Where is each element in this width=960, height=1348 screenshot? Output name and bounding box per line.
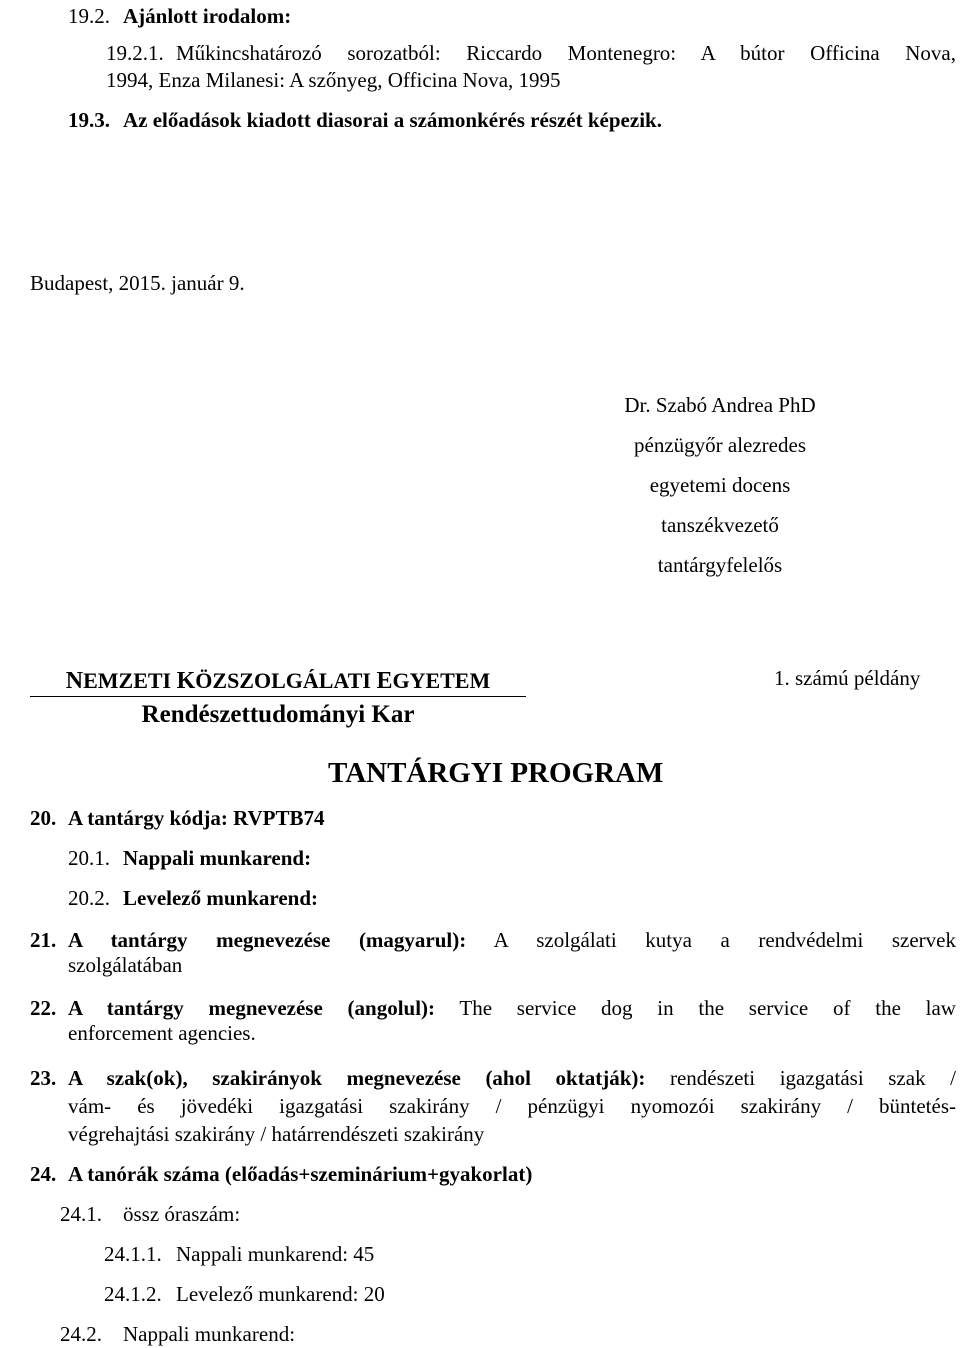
- item-number: 24.1.2.: [104, 1282, 162, 1306]
- item-24-1-1: [104, 1242, 374, 1267]
- item-number: 24.2.: [60, 1322, 102, 1346]
- uni-part-ozszolgalati: ÖZSZOLGÁLATI: [195, 668, 371, 693]
- item-number: 22.: [30, 996, 57, 1020]
- item-text: A tanórák száma (előadás+szeminárium+gyakorlat): [68, 1162, 533, 1186]
- item-label: A szak(ok), szakirányok megnevezése (ahol oktatják):: [68, 1066, 646, 1090]
- item-text: Nappali munkarend:: [123, 846, 312, 870]
- uni-initial-k: K: [176, 668, 196, 694]
- copy-number: 1. számú példány: [774, 666, 921, 690]
- item-text: össz óraszám:: [123, 1202, 241, 1226]
- item-text: Nappali munkarend:: [123, 1322, 296, 1346]
- item-22: [30, 996, 956, 1046]
- section-19-3: [68, 108, 662, 133]
- item-22-line1: [68, 996, 956, 1021]
- item-24: [30, 1162, 532, 1187]
- item-21-line2: szolgálatában: [68, 953, 183, 978]
- item-label: A tantárgy megnevezése (angolul):: [68, 996, 436, 1020]
- item-20-1: [68, 846, 311, 871]
- item-23-line1: [68, 1066, 956, 1091]
- item-number: 20.: [30, 806, 57, 830]
- item-text: Nappali munkarend: 45: [176, 1242, 375, 1266]
- item-24-2: [60, 1322, 295, 1347]
- section-title: Ajánlott irodalom:: [123, 4, 292, 28]
- item-text: Levelező munkarend:: [123, 886, 319, 910]
- item-24-1: [60, 1202, 240, 1227]
- item-number: 24.: [30, 1162, 57, 1186]
- reference-number: 19.2.1.: [106, 41, 164, 65]
- item-22-line2: enforcement agencies.: [68, 1021, 256, 1046]
- uni-initial-e: E: [376, 668, 393, 694]
- item-number: 23.: [30, 1066, 57, 1090]
- item-23-line2: vám- és jövedéki igazgatási szakirány / pénzügyi nyomozói szakirány / büntetés-: [68, 1094, 956, 1119]
- item-text: Levelező munkarend: 20: [176, 1282, 385, 1306]
- item-21: [30, 928, 956, 978]
- signature-role: tanszékvezető: [661, 513, 779, 537]
- section-number: 19.3.: [68, 108, 110, 132]
- item-23-line3: végrehajtási szakirány / határrendészeti szakirány: [68, 1122, 485, 1147]
- reference-19-2-1-line1: Műkincshatározó sorozatból: Riccardo Montenegro: A bútor Officina Nova,: [176, 41, 956, 65]
- item-20: [30, 806, 325, 831]
- program-title: TANTÁRGYI PROGRAM: [328, 757, 664, 789]
- university-name: [30, 667, 526, 696]
- item-24-1-2: [104, 1282, 385, 1307]
- course-code: A tantárgy kódja: RVPTB74: [68, 806, 325, 830]
- item-number: 20.2.: [68, 886, 110, 910]
- uni-initial-n: N: [65, 668, 84, 694]
- item-value: rendészeti igazgatási szak /: [669, 1066, 957, 1090]
- uni-part-emzeti: EMZETI: [83, 668, 172, 693]
- item-21-line1: [68, 928, 956, 953]
- item-number: 24.1.1.: [104, 1242, 162, 1266]
- item-number: 20.1.: [68, 846, 110, 870]
- item-23: [30, 1066, 956, 1148]
- signature-responsibility: tantárgyfelelős: [657, 553, 783, 577]
- faculty-name: Rendészettudományi Kar: [141, 701, 415, 728]
- item-value: The service dog in the service of the law: [459, 996, 956, 1020]
- reference-19-2-1: [106, 41, 176, 66]
- reference-19-2-1-line2: 1994, Enza Milanesi: A szőnyeg, Officina Nova, 1995: [106, 68, 561, 92]
- signature-rank: pénzügyőr alezredes: [634, 433, 806, 457]
- signature-position: egyetemi docens: [649, 473, 791, 497]
- signature-name: Dr. Szabó Andrea PhD: [624, 393, 816, 417]
- place-date: Budapest, 2015. január 9.: [30, 271, 245, 295]
- header-divider: [30, 696, 526, 697]
- section-number: 19.2.: [68, 4, 110, 28]
- item-label: A tantárgy megnevezése (magyarul):: [68, 928, 467, 952]
- item-number: 24.1.: [60, 1202, 102, 1226]
- item-number: 21.: [30, 928, 57, 952]
- item-20-2: [68, 886, 318, 911]
- section-text: Az előadások kiadott diasorai a számonkérés részét képezik.: [123, 108, 662, 132]
- item-value: A szolgálati kutya a rendvédelmi szervek: [493, 928, 956, 952]
- section-19-2-heading: [68, 4, 291, 29]
- uni-part-gyetem: GYETEM: [392, 668, 491, 693]
